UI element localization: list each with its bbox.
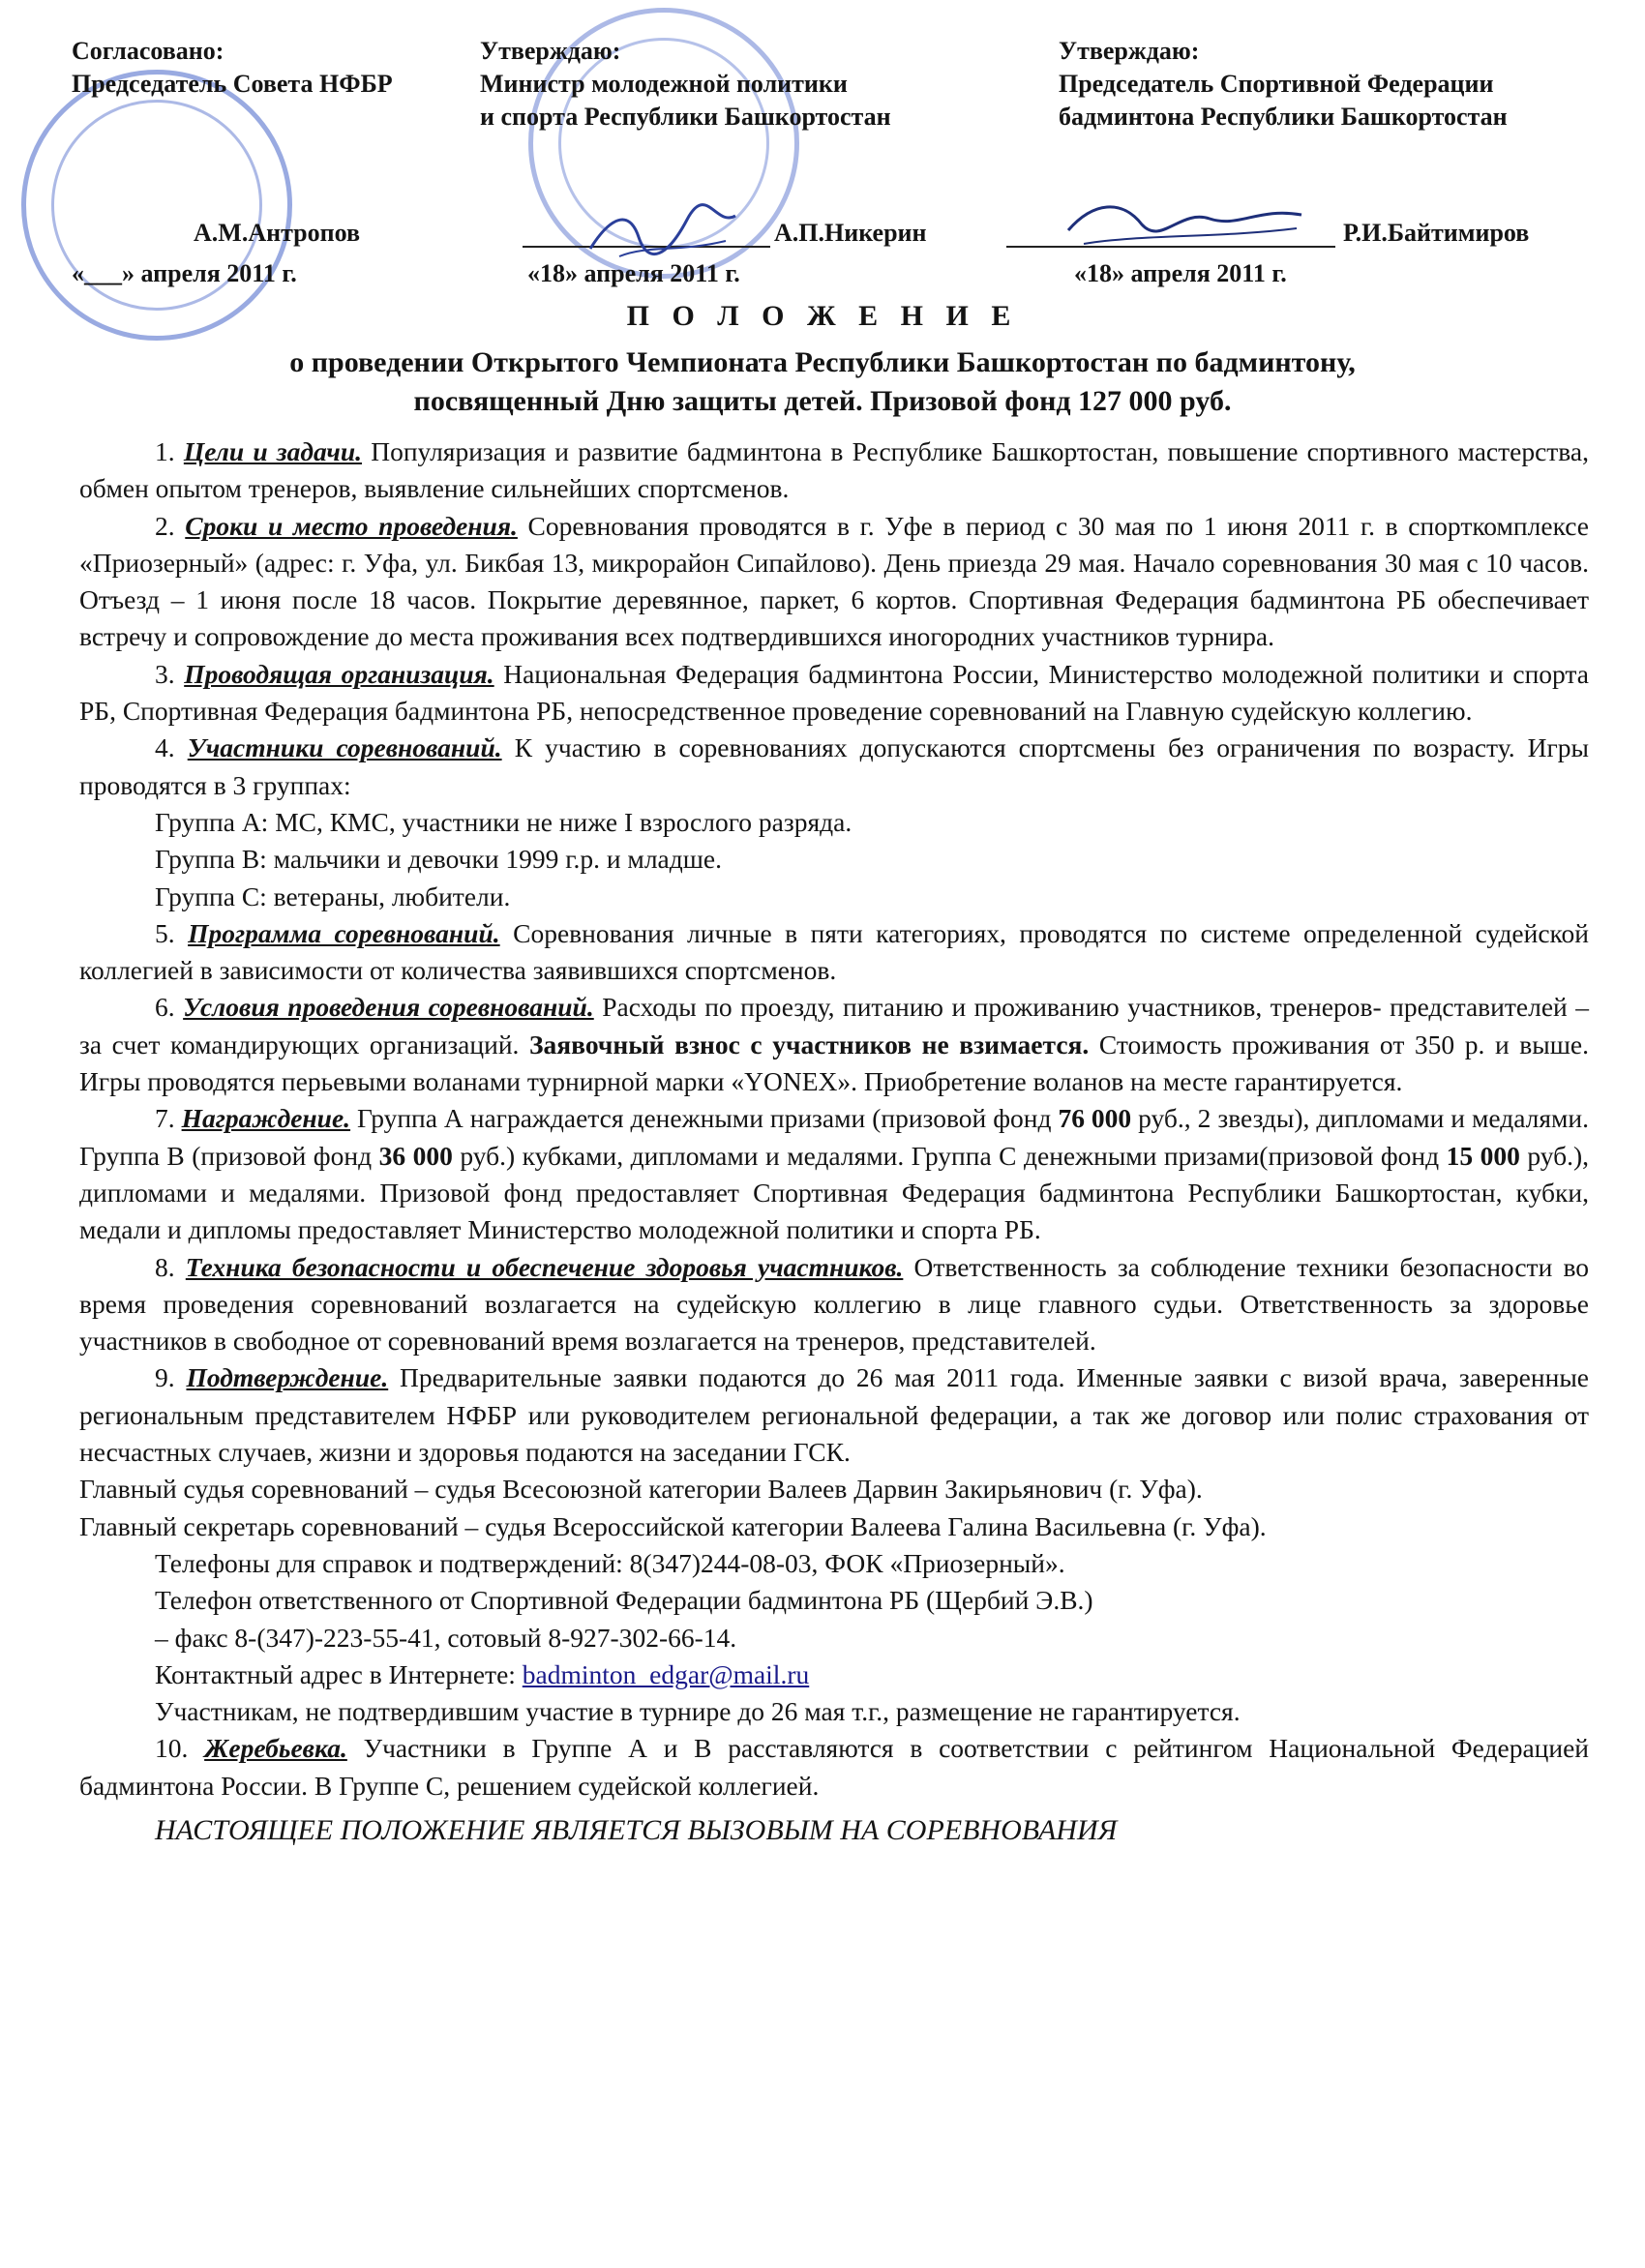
section-10: 10. Жеребьевка. Участники в Группе А и В расставляются в соответствии с рейтингом Национальной Федерацией бадминтона России. В Группе С, решением судейской коллегией. xyxy=(79,1733,1590,1801)
date-agreed: «___» апреля 2011 г. xyxy=(72,259,297,287)
signature-nikerin xyxy=(581,198,745,266)
federation-position-1: Председатель Спортивной Федерации xyxy=(1059,70,1494,98)
section-1: 1. Цели и задачи. Популяризация и развитие бадминтона в Республике Башкортостан, повышение спортивного мастерства, обмен опытом тренеров, выявление сильнейших спортсменов. xyxy=(79,436,1590,504)
section-heading: Подтверждение. xyxy=(186,1362,389,1393)
section-heading: Проводящая организация. xyxy=(184,658,494,689)
contact-responsible: Телефон ответственного от Спортивной Федерации бадминтона РБ (Щербий Э.В.) xyxy=(155,1585,1093,1616)
header-approve-federation xyxy=(1059,35,1508,134)
section-heading: Жеребьевка. xyxy=(204,1733,347,1764)
signatory-antropov: А.М.Антропов xyxy=(194,219,360,247)
minister-position-1: Министр молодежной политики xyxy=(480,70,848,98)
chief-secretary: Главный секретарь соревнований – судья Всероссийской категории Валеева Галина Васильевна (г. Уфа). xyxy=(79,1510,1267,1541)
section-4: 4. Участники соревнований. К участию в соревнованиях допускаются спортсмены без ограничения по возрасту. Игры проводятся в 3 группах: xyxy=(79,732,1590,800)
header-approve-minister xyxy=(480,35,891,134)
section-5: 5. Программа соревнований. Соревнования личные в пяти категориях, проводятся по системе определенной судейской коллегией в зависимости от количества заявившихся спортсменов. xyxy=(79,917,1589,986)
group-c: Группа С: ветераны, любители. xyxy=(155,880,511,911)
agreed-position: Председатель Совета НФБР xyxy=(72,70,393,98)
doc-subtitle-2: посвященный Дню защиты детей. Призовой фонд 127 000 руб. xyxy=(413,385,1232,417)
minister-position-2: и спорта Республики Башкортостан xyxy=(480,103,891,131)
section-heading: Программа соревнований. xyxy=(188,917,500,948)
contact-fax: – факс 8-(347)-223-55-41, сотовый 8-927-302-66-14. xyxy=(155,1622,737,1653)
section-heading: Техника безопасности и обеспечение здоровья участников. xyxy=(185,1251,904,1282)
date-federation: «18» апреля 2011 г. xyxy=(1074,259,1287,287)
group-b: Группа В: мальчики и девочки 1999 г.р. и младше. xyxy=(155,844,723,875)
section-6: 6. Условия проведения соревнований. Расходы по проезду, питанию и проживанию участников, тренеров- представителей – за счет командирующих организаций. Заявочный взнос с участников не взимается. Стоимость проживания от 350 р. и выше. Игры проводятся перьевыми воланами турнирной марки «YONEX». Приобретение воланов на месте гарантируется. xyxy=(79,992,1589,1097)
section-heading: Условия проведения соревнований. xyxy=(183,992,594,1023)
section-heading: Участники соревнований. xyxy=(187,732,502,763)
section-heading: Цели и задачи. xyxy=(183,436,362,466)
doc-subtitle-1: о проведении Открытого Чемпионата Республики Башкортостан по бадминтону, xyxy=(289,346,1356,378)
section-3: 3. Проводящая организация. Национальная Федерация бадминтона России, Министерство молодежной политики и спорта РБ, Спортивная Федерация бадминтона РБ, непосредственное проведение соревнований на Главную судейскую коллегию. xyxy=(79,658,1589,727)
group-a: Группа А: МС, КМС, участники не ниже I взрослого разряда. xyxy=(155,806,852,837)
contact-phones: Телефоны для справок и подтверждений: 8(347)244-08-03, ФОК «Приозерный». xyxy=(155,1547,1065,1578)
chief-judge: Главный судья соревнований – судья Всесоюзной категории Валеев Дарвин Закирьянович (г. Уфа). xyxy=(79,1474,1203,1505)
federation-position-2: бадминтона Республики Башкортостан xyxy=(1059,103,1508,131)
agreed-label: Согласовано: xyxy=(72,37,224,65)
signatory-nikerin: А.П.Никерин xyxy=(774,219,927,247)
section-9: 9. Подтверждение. Предварительные заявки подаются до 26 мая 2011 года. Именные заявки с визой врача, заверенные региональным представителем НФБР или руководителем региональной федерации, а так же договор или полис страхования от несчастных случаев, жизни и здоровья подаются на заседании ГСК. xyxy=(79,1362,1590,1468)
contact-note: Участникам, не подтвердившим участие в турнире до 26 мая т.г., размещение не гарантируется. xyxy=(155,1696,1241,1727)
final-note: НАСТОЯЩЕЕ ПОЛОЖЕНИЕ ЯВЛЯЕТСЯ ВЫЗОВЫМ НА СОРЕВНОВАНИЯ xyxy=(155,1813,1118,1846)
section-heading: Сроки и место проведения. xyxy=(185,510,518,541)
contact-internet: Контактный адрес в Интернете: badminton_edgar@mail.ru xyxy=(155,1658,810,1689)
document-body xyxy=(79,433,1589,1849)
section-7: 7. Награждение. Группа А награждается денежными призами (призовой фонд 76 000 руб., 2 звезды), дипломами и медалями. Группа В (призовой фонд 36 000 руб.) кубками, дипломами и медалями. Группа С денежными призами(призовой фонд 15 000 руб.), дипломами и медалями. Призовой фонд предоставляет Спортивная Федерация бадминтона Республики Башкортостан, кубки, медали и дипломы предоставляет Министерство молодежной политики и спорта РБ. xyxy=(79,1103,1590,1245)
approve-label: Утверждаю: xyxy=(1059,37,1200,65)
signature-baitimirov xyxy=(1055,190,1316,257)
section-heading: Награждение. xyxy=(181,1103,351,1134)
email-link[interactable]: badminton_edgar@mail.ru xyxy=(522,1658,810,1689)
doc-title: П О Л О Ж Е Н И Е xyxy=(626,300,1019,332)
date-minister: «18» апреля 2011 г. xyxy=(527,259,740,287)
approve-label: Утверждаю: xyxy=(480,37,621,65)
section-8: 8. Техника безопасности и обеспечение здоровья участников. Ответственность за соблюдение техники безопасности во время проведения соревнований возлагается на судейскую коллегию в лице главного судьи. Ответственность за здоровье участников в свободное от соревнований время возлагается на тренеров, представителей. xyxy=(79,1251,1589,1357)
header-agreed xyxy=(72,35,393,101)
section-2: 2. Сроки и место проведения. Соревнования проводятся в г. Уфе в период с 30 мая по 1 июня 2011 г. в спорткомплексе «Приозерный» (адрес: г. Уфа, ул. Бикбая 13, микрорайон Сипайлово). День приезда 29 мая. Начало соревнования 30 мая с 10 часов. Отъезд – 1 июня после 18 часов. Покрытие деревянное, паркет, 6 кортов. Спортивная Федерация бадминтона РБ обеспечивает встречу и сопровождение до места проживания всех подтвердившихся иногородних участников турнира. xyxy=(79,510,1590,652)
signatory-baitimirov: Р.И.Байтимиров xyxy=(1343,219,1530,247)
